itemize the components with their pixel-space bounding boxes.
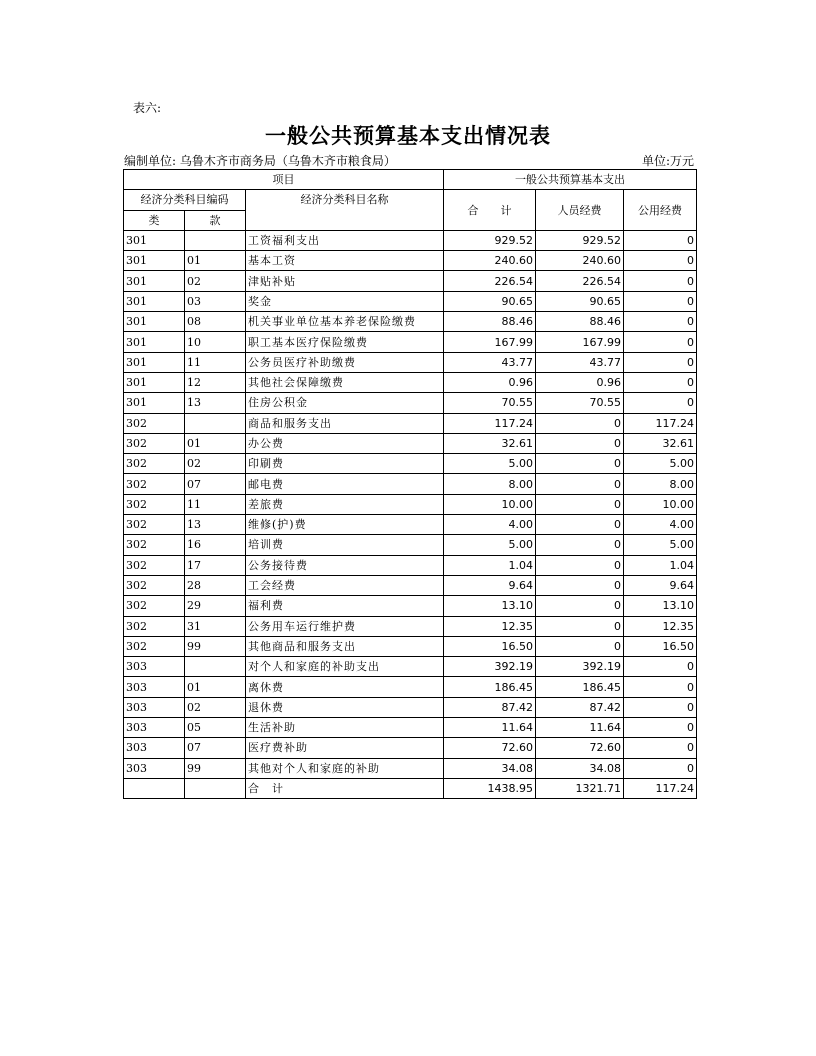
public-cell: 8.00: [624, 474, 697, 494]
item-cell: 16: [185, 535, 246, 555]
total-cell: 186.45: [444, 677, 536, 697]
item-cell: 08: [185, 312, 246, 332]
category-cell: 303: [124, 677, 185, 697]
name-cell: 退休费: [246, 697, 444, 717]
public-cell: 0: [624, 393, 697, 413]
personnel-cell: 0: [536, 494, 624, 514]
item-cell: 11: [185, 494, 246, 514]
item-cell: [185, 230, 246, 250]
name-cell: 基本工资: [246, 251, 444, 271]
table-row: [124, 433, 697, 453]
category-cell: 302: [124, 454, 185, 474]
item-cell: 99: [185, 636, 246, 656]
total-cell: 0.96: [444, 372, 536, 392]
table-row: [124, 372, 697, 392]
total-cell: 88.46: [444, 312, 536, 332]
personnel-cell: 0.96: [536, 372, 624, 392]
total-cell: 12.35: [444, 616, 536, 636]
personnel-cell: 0: [536, 575, 624, 595]
category-cell: [124, 778, 185, 798]
category-cell: 302: [124, 535, 185, 555]
category-cell: 302: [124, 494, 185, 514]
header-personnel: 人员经费: [536, 190, 624, 231]
public-cell: 117.24: [624, 778, 697, 798]
category-cell: 302: [124, 515, 185, 535]
table-row: [124, 230, 697, 250]
personnel-cell: 929.52: [536, 230, 624, 250]
table-row: [124, 697, 697, 717]
total-cell: 34.08: [444, 758, 536, 778]
category-cell: 303: [124, 718, 185, 738]
public-cell: 0: [624, 251, 697, 271]
personnel-cell: 226.54: [536, 271, 624, 291]
category-cell: 303: [124, 657, 185, 677]
public-cell: 0: [624, 271, 697, 291]
personnel-cell: 0: [536, 413, 624, 433]
item-cell: 17: [185, 555, 246, 575]
public-cell: 10.00: [624, 494, 697, 514]
table-row: [124, 758, 697, 778]
name-cell: 医疗费补助: [246, 738, 444, 758]
name-cell: 工资福利支出: [246, 230, 444, 250]
header-item: 款: [185, 210, 246, 230]
item-cell: 05: [185, 718, 246, 738]
item-cell: 07: [185, 474, 246, 494]
personnel-cell: 0: [536, 636, 624, 656]
category-cell: 303: [124, 738, 185, 758]
public-cell: 5.00: [624, 454, 697, 474]
item-cell: 13: [185, 515, 246, 535]
table-row: [124, 352, 697, 372]
item-cell: 01: [185, 433, 246, 453]
item-cell: 02: [185, 271, 246, 291]
table-row: [124, 738, 697, 758]
total-cell: 11.64: [444, 718, 536, 738]
personnel-cell: 72.60: [536, 738, 624, 758]
public-cell: 0: [624, 291, 697, 311]
item-cell: 03: [185, 291, 246, 311]
category-cell: 302: [124, 596, 185, 616]
category-cell: 301: [124, 312, 185, 332]
name-cell: 维修(护)费: [246, 515, 444, 535]
total-cell: 43.77: [444, 352, 536, 372]
public-cell: 0: [624, 677, 697, 697]
personnel-cell: 34.08: [536, 758, 624, 778]
category-cell: 302: [124, 555, 185, 575]
header-project: 项目: [124, 170, 444, 190]
category-cell: 301: [124, 332, 185, 352]
currency-unit: 单位:万元: [641, 154, 694, 168]
total-cell: 13.10: [444, 596, 536, 616]
table-row: [124, 271, 697, 291]
item-cell: 99: [185, 758, 246, 778]
total-cell: 8.00: [444, 474, 536, 494]
table-row: [124, 778, 697, 798]
name-cell: 商品和服务支出: [246, 413, 444, 433]
personnel-cell: 0: [536, 535, 624, 555]
category-cell: 301: [124, 271, 185, 291]
table-row: [124, 251, 697, 271]
total-cell: 1.04: [444, 555, 536, 575]
personnel-cell: 0: [536, 454, 624, 474]
personnel-cell: 0: [536, 515, 624, 535]
item-cell: 28: [185, 575, 246, 595]
name-cell: 其他对个人和家庭的补助: [246, 758, 444, 778]
name-cell: 其他商品和服务支出: [246, 636, 444, 656]
total-cell: 16.50: [444, 636, 536, 656]
total-cell: 5.00: [444, 535, 536, 555]
personnel-cell: 87.42: [536, 697, 624, 717]
header-general-budget: 一般公共预算基本支出: [444, 170, 697, 190]
public-cell: 9.64: [624, 575, 697, 595]
category-cell: 302: [124, 413, 185, 433]
name-cell: 住房公积金: [246, 393, 444, 413]
table-row: [124, 291, 697, 311]
table-row: [124, 535, 697, 555]
category-cell: 301: [124, 352, 185, 372]
public-cell: 0: [624, 758, 697, 778]
total-cell: 240.60: [444, 251, 536, 271]
item-cell: [185, 657, 246, 677]
table-row: [124, 657, 697, 677]
table-row: [124, 312, 697, 332]
item-cell: 13: [185, 393, 246, 413]
personnel-cell: 0: [536, 616, 624, 636]
item-cell: 02: [185, 697, 246, 717]
public-cell: 0: [624, 657, 697, 677]
total-cell: 90.65: [444, 291, 536, 311]
name-cell: 生活补助: [246, 718, 444, 738]
personnel-cell: 11.64: [536, 718, 624, 738]
public-cell: 0: [624, 312, 697, 332]
personnel-cell: 90.65: [536, 291, 624, 311]
total-cell: 226.54: [444, 271, 536, 291]
personnel-cell: 167.99: [536, 332, 624, 352]
total-cell: 70.55: [444, 393, 536, 413]
item-cell: [185, 778, 246, 798]
name-cell: 奖金: [246, 291, 444, 311]
table-row: [124, 474, 697, 494]
personnel-cell: 0: [536, 596, 624, 616]
personnel-cell: 186.45: [536, 677, 624, 697]
name-cell: 其他社会保障缴费: [246, 372, 444, 392]
public-cell: 0: [624, 697, 697, 717]
public-cell: 4.00: [624, 515, 697, 535]
name-cell: 工会经费: [246, 575, 444, 595]
total-cell: 1438.95: [444, 778, 536, 798]
header-total: 合 计: [444, 190, 536, 231]
item-cell: 01: [185, 251, 246, 271]
header-category: 类: [124, 210, 185, 230]
category-cell: 301: [124, 372, 185, 392]
table-row: [124, 677, 697, 697]
total-cell: 32.61: [444, 433, 536, 453]
category-cell: 303: [124, 697, 185, 717]
public-cell: 0: [624, 332, 697, 352]
page-title: 一般公共预算基本支出情况表: [265, 123, 551, 148]
item-cell: 02: [185, 454, 246, 474]
total-cell: 167.99: [444, 332, 536, 352]
name-cell: 差旅费: [246, 494, 444, 514]
table-row: [124, 636, 697, 656]
public-cell: 117.24: [624, 413, 697, 433]
public-cell: 0: [624, 738, 697, 758]
item-cell: 10: [185, 332, 246, 352]
personnel-cell: 1321.71: [536, 778, 624, 798]
category-cell: 302: [124, 474, 185, 494]
personnel-cell: 240.60: [536, 251, 624, 271]
total-cell: 117.24: [444, 413, 536, 433]
header-public: 公用经费: [624, 190, 697, 231]
table-row: [124, 575, 697, 595]
name-cell: 津贴补贴: [246, 271, 444, 291]
category-cell: 301: [124, 291, 185, 311]
public-cell: 12.35: [624, 616, 697, 636]
personnel-cell: 0: [536, 433, 624, 453]
public-cell: 32.61: [624, 433, 697, 453]
item-cell: 11: [185, 352, 246, 372]
total-cell: 929.52: [444, 230, 536, 250]
table-row: [124, 596, 697, 616]
name-cell: 印刷费: [246, 454, 444, 474]
total-cell: 4.00: [444, 515, 536, 535]
name-cell: 公务用车运行维护费: [246, 616, 444, 636]
table-row: [124, 616, 697, 636]
item-cell: 29: [185, 596, 246, 616]
category-cell: 301: [124, 251, 185, 271]
public-cell: 16.50: [624, 636, 697, 656]
item-cell: 01: [185, 677, 246, 697]
item-cell: 07: [185, 738, 246, 758]
personnel-cell: 0: [536, 474, 624, 494]
name-cell: 合 计: [246, 778, 444, 798]
personnel-cell: 70.55: [536, 393, 624, 413]
name-cell: 职工基本医疗保险缴费: [246, 332, 444, 352]
name-cell: 公务员医疗补助缴费: [246, 352, 444, 372]
total-cell: 5.00: [444, 454, 536, 474]
category-cell: 302: [124, 616, 185, 636]
item-cell: 12: [185, 372, 246, 392]
personnel-cell: 43.77: [536, 352, 624, 372]
public-cell: 13.10: [624, 596, 697, 616]
total-cell: 72.60: [444, 738, 536, 758]
name-cell: 办公费: [246, 433, 444, 453]
category-cell: 301: [124, 393, 185, 413]
public-cell: 0: [624, 230, 697, 250]
name-cell: 机关事业单位基本养老保险缴费: [246, 312, 444, 332]
budget-table: [123, 169, 697, 799]
item-cell: [185, 413, 246, 433]
public-cell: 0: [624, 372, 697, 392]
category-cell: 302: [124, 575, 185, 595]
total-cell: 392.19: [444, 657, 536, 677]
table-row: [124, 332, 697, 352]
name-cell: 离休费: [246, 677, 444, 697]
item-cell: 31: [185, 616, 246, 636]
public-cell: 0: [624, 718, 697, 738]
public-cell: 0: [624, 352, 697, 372]
table-row: [124, 413, 697, 433]
name-cell: 邮电费: [246, 474, 444, 494]
category-cell: 303: [124, 758, 185, 778]
name-cell: 培训费: [246, 535, 444, 555]
table-row: [124, 515, 697, 535]
compiling-unit: 编制单位: 乌鲁木齐市商务局（乌鲁木齐市粮食局）: [124, 154, 396, 168]
table-row: [124, 454, 697, 474]
public-cell: 1.04: [624, 555, 697, 575]
category-cell: 302: [124, 433, 185, 453]
personnel-cell: 392.19: [536, 657, 624, 677]
public-cell: 5.00: [624, 535, 697, 555]
name-cell: 公务接待费: [246, 555, 444, 575]
category-cell: 302: [124, 636, 185, 656]
header-econ-name: 经济分类科目名称: [246, 190, 444, 231]
name-cell: 对个人和家庭的补助支出: [246, 657, 444, 677]
personnel-cell: 0: [536, 555, 624, 575]
total-cell: 87.42: [444, 697, 536, 717]
name-cell: 福利费: [246, 596, 444, 616]
total-cell: 9.64: [444, 575, 536, 595]
personnel-cell: 88.46: [536, 312, 624, 332]
table-row: [124, 555, 697, 575]
table-row: [124, 494, 697, 514]
total-cell: 10.00: [444, 494, 536, 514]
table-row: [124, 718, 697, 738]
category-cell: 301: [124, 230, 185, 250]
table-label: 表六:: [133, 101, 162, 115]
table-row: [124, 393, 697, 413]
header-econ-code: 经济分类科目编码: [124, 190, 246, 210]
